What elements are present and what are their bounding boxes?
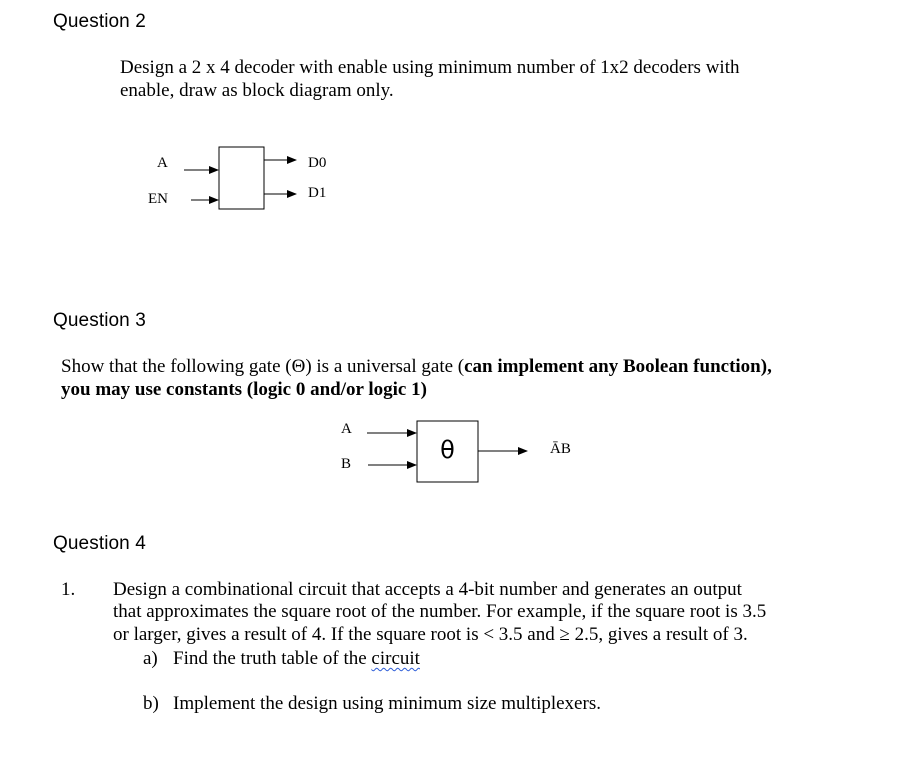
question-3-line-2: you may use constants (logic 0 and/or logic 1) (61, 379, 427, 400)
sub-question-a-label: a) (143, 648, 158, 669)
gate-output-label: ĀB (550, 441, 571, 457)
decoder-block-diagram (184, 147, 296, 209)
sub-question-b-text: Implement the design using minimum size multiplexers. (173, 693, 601, 714)
question-4-line-3: or larger, gives a result of 4. If the square root is < 3.5 and ≥ 2.5, gives a result of 3. (113, 624, 748, 645)
theta-gate-symbol: θ (440, 436, 455, 464)
gate-input-b-label: B (341, 456, 352, 472)
spellcheck-underlined-word: circuit (371, 648, 420, 669)
question-4-item-number: 1. (61, 579, 76, 600)
decoder-input-a-label: A (157, 155, 168, 171)
decoder-output-d0-label: D0 (308, 155, 327, 171)
sub-question-a-text: Find the truth table of the (173, 648, 372, 669)
sub-question-a (173, 647, 420, 670)
question-4-line-2: that approximates the square root of the number. For example, if the square root is 3.5 (113, 601, 767, 622)
question-2-heading: Question 2 (53, 11, 146, 32)
question-2-line-2: enable, draw as block diagram only. (120, 80, 394, 101)
question-3-heading: Question 3 (53, 310, 146, 331)
sub-question-b-label: b) (143, 693, 159, 714)
question-4-line-1: Design a combinational circuit that accepts a 4-bit number and generates an output (113, 579, 742, 600)
question-3-line-1-bold: can implement any Boolean function), (464, 356, 772, 377)
gate-input-a-label: A (341, 421, 352, 437)
question-3-line-1 (61, 355, 772, 378)
decoder-input-en-label: EN (148, 191, 168, 207)
decoder-output-d1-label: D1 (308, 185, 327, 201)
question-2-line-1: Design a 2 x 4 decoder with enable using minimum number of 1x2 decoders with (120, 57, 740, 78)
decoder-box (219, 147, 264, 209)
question-4-heading: Question 4 (53, 533, 146, 554)
question-3-line-1-plain: Show that the following gate (Θ) is a universal gate ( (61, 356, 465, 377)
